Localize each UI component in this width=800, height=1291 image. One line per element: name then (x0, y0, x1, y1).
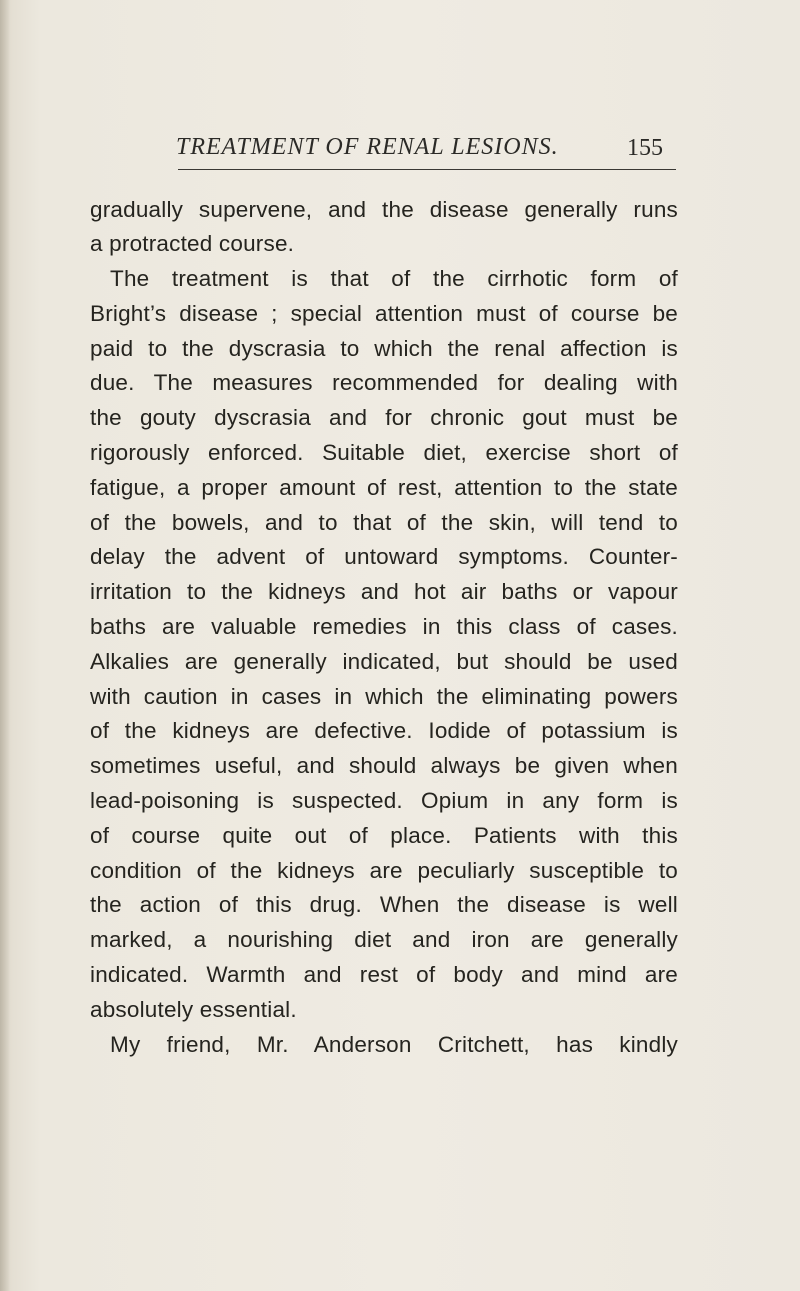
text-line: My friend, Mr. Anderson Critchett, has kindly (110, 1032, 678, 1057)
text-line: indicated. Warmth and rest of body and mind are (90, 962, 678, 987)
text-line: delay the advent of untoward symptoms. Counter- (90, 544, 678, 569)
text-line: marked, a nourishing diet and iron are generally (90, 927, 678, 952)
text-line: Alkalies are generally indicated, but should be used (90, 649, 678, 674)
text-line: of the bowels, and to that of the skin, will tend to (90, 510, 678, 535)
text-line: the action of this drug. When the disease is well (90, 892, 678, 917)
text-line: due. The measures recommended for dealing with (90, 370, 678, 395)
text-line: sometimes useful, and should always be given when (90, 753, 678, 778)
text-line: of the kidneys are defective. Iodide of potassium is (90, 718, 678, 743)
running-head: TREATMENT OF RENAL LESIONS. (176, 134, 559, 160)
text-line: Bright’s disease ; special attention must of course be (90, 301, 678, 326)
text-line: fatigue, a proper amount of rest, attention to the state (90, 475, 678, 500)
text-line: with caution in cases in which the eliminating powers (90, 684, 678, 709)
text-line: the gouty dyscrasia and for chronic gout must be (90, 405, 678, 430)
text-line: baths are valuable remedies in this class of cases. (90, 614, 678, 639)
text-line: a protracted course. (90, 231, 295, 256)
text-line: paid to the dyscrasia to which the renal affection is (90, 336, 678, 361)
text-line: lead-poisoning is suspected. Opium in any form is (90, 788, 678, 813)
page-number: 155 (627, 135, 663, 161)
text-line: absolutely essential. (90, 997, 297, 1022)
text-line: rigorously enforced. Suitable diet, exercise short of (90, 440, 678, 465)
text-line: condition of the kidneys are peculiarly susceptible to (90, 858, 678, 883)
text-line: gradually supervene, and the disease generally runs (90, 197, 678, 222)
text-line: The treatment is that of the cirrhotic form of (110, 266, 678, 291)
text-line: irritation to the kidneys and hot air baths or vapour (90, 579, 678, 604)
text-line: of course quite out of place. Patients with this (90, 823, 678, 848)
